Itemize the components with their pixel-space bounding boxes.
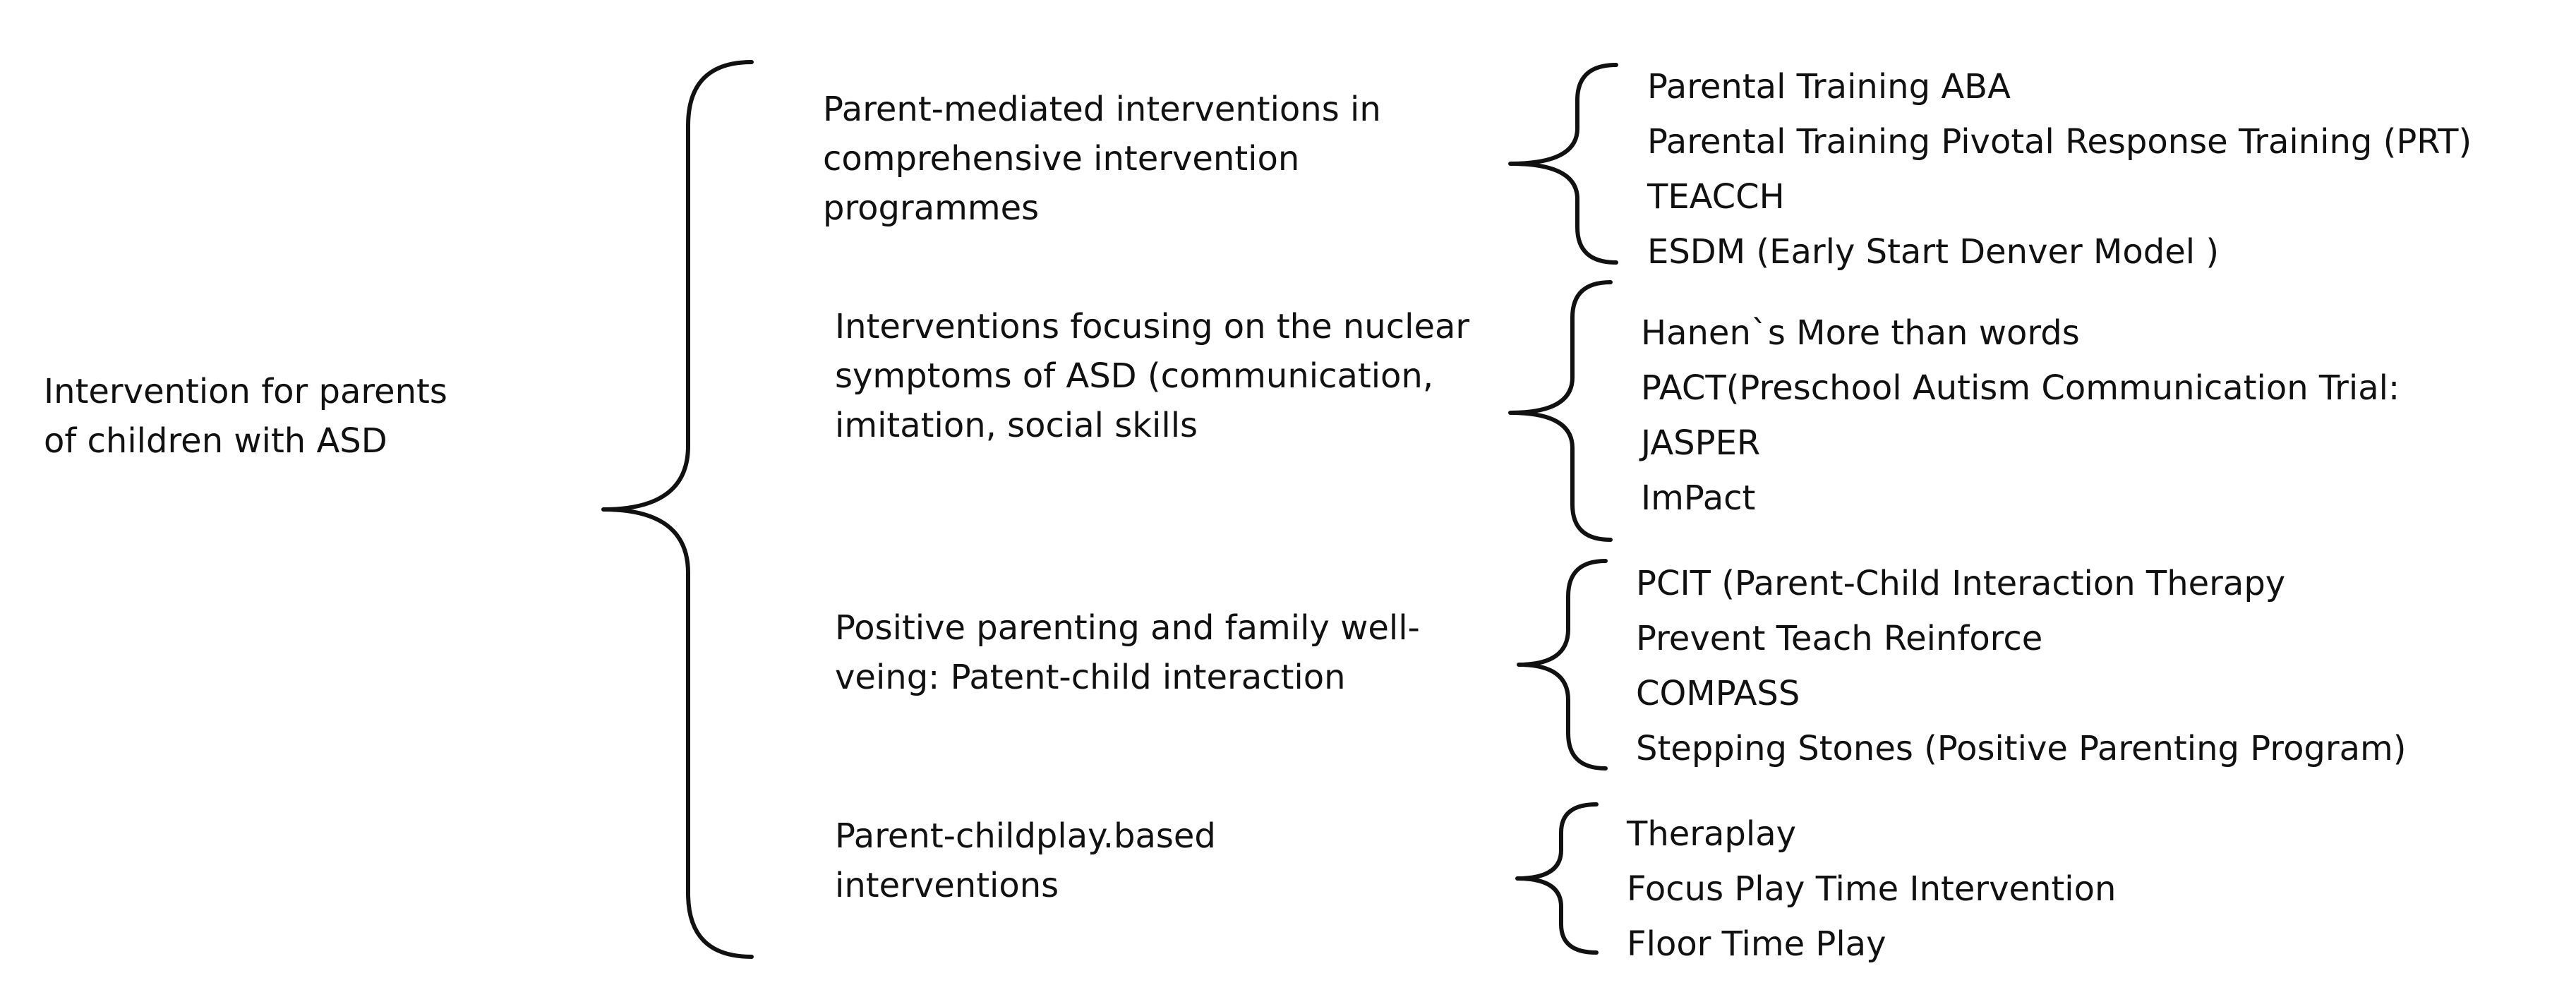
root-label-line: of children with ASD <box>44 421 387 461</box>
category-brace-4 <box>1517 804 1596 953</box>
root-label-line: Intervention for parents <box>44 372 447 411</box>
list-item: JASPER <box>1641 423 1761 463</box>
item-list-positive-parenting <box>1636 556 2407 776</box>
category-label-line: Positive parenting and family well- <box>835 608 1420 648</box>
category-label-line: veing: Patent-child interaction <box>835 658 1346 697</box>
category-label-line: Parent-childplay.based <box>835 816 1216 856</box>
category-label-line: Interventions focusing on the nuclear <box>835 307 1470 346</box>
category-nuclear-symptoms <box>835 302 1469 450</box>
list-item: PACT(Preschool Autism Communication Trial: <box>1641 368 2400 408</box>
category-brace-3 <box>1519 561 1606 768</box>
list-item: COMPASS <box>1636 674 1800 713</box>
list-item: Floor Time Play <box>1627 924 1886 964</box>
category-label-line: comprehensive intervention <box>823 139 1300 179</box>
category-label-line: symptoms of ASD (communication, <box>835 356 1434 396</box>
list-item: Prevent Teach Reinforce <box>1636 619 2043 658</box>
main-brace <box>603 62 752 957</box>
list-item: Parental Training Pivotal Response Training (PRT) <box>1647 122 2472 162</box>
category-brace-2 <box>1510 282 1611 540</box>
list-item: Theraplay <box>1627 814 1797 854</box>
list-item: Stepping Stones (Positive Parenting Program) <box>1636 729 2407 768</box>
category-positive-parenting <box>835 603 1420 702</box>
category-label-line: interventions <box>835 866 1059 905</box>
list-item: Hanen`s More than words <box>1641 313 2080 353</box>
category-brace-1 <box>1510 65 1616 262</box>
list-item: PCIT (Parent-Child Interaction Therapy <box>1636 564 2286 603</box>
item-list-parent-mediated <box>1647 59 2472 279</box>
item-list-play-based <box>1627 806 2116 972</box>
category-label-line: imitation, social skills <box>835 406 1198 445</box>
list-item: ImPact <box>1641 478 1756 518</box>
list-item: TEACCH <box>1647 177 1785 217</box>
category-label-line: Parent-mediated interventions in <box>823 90 1381 129</box>
list-item: Parental Training ABA <box>1647 67 2011 107</box>
category-parent-mediated <box>823 85 1381 233</box>
list-item: Focus Play Time Intervention <box>1627 869 2117 909</box>
item-list-nuclear-symptoms <box>1641 306 2400 526</box>
root-label <box>44 367 447 466</box>
category-label-line: programmes <box>823 188 1040 228</box>
category-play-based <box>835 811 1216 910</box>
list-item: ESDM (Early Start Denver Model ) <box>1647 232 2220 272</box>
